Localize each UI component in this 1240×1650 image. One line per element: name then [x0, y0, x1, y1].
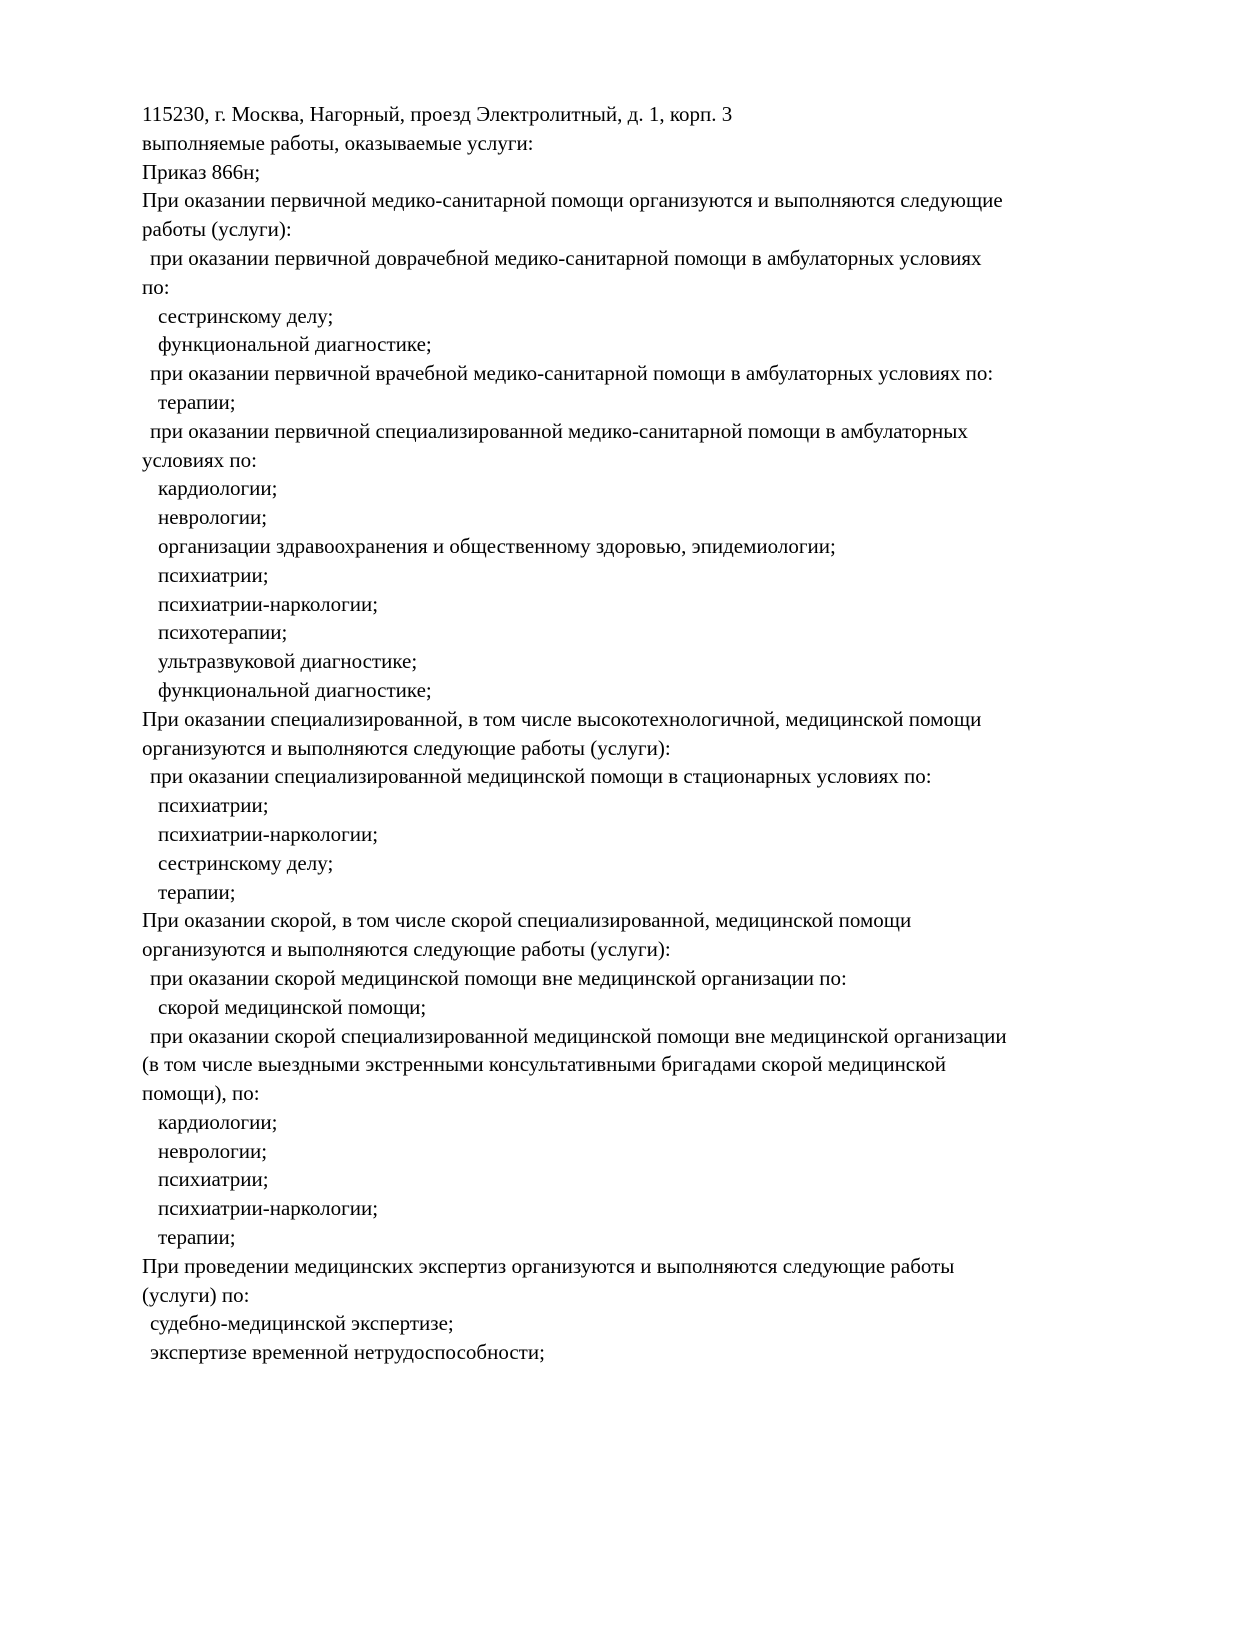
document-line: 115230, г. Москва, Нагорный, проезд Электролитный, д. 1, корп. 3 [142, 102, 733, 126]
document-line: психиатрии-наркологии; [158, 591, 379, 616]
document-line: экспертизе временной нетрудоспособности; [150, 1340, 545, 1365]
document-line: судебно-медицинской экспертизе; [150, 1311, 454, 1336]
document-line: при оказании первичной врачебной медико-санитарной помощи в амбулаторных условиях по: [150, 361, 994, 386]
document-line: организации здравоохранения и общественному здоровью, эпидемиологии; [158, 533, 836, 558]
document-line: ультразвуковой диагностике; [158, 649, 418, 674]
document-line: при оказании скорой медицинской помощи вне медицинской организации по: [150, 965, 847, 990]
document-line: психиатрии; [158, 793, 269, 818]
document-line: психиатрии; [158, 1167, 269, 1192]
document-line: сестринскому делу; [158, 303, 334, 328]
document-line: условиях по: [142, 447, 257, 472]
document-line: психотерапии; [158, 620, 288, 645]
document-line: (услуги) по: [142, 1282, 250, 1307]
document-line: терапии; [158, 389, 236, 414]
document-line: терапии; [158, 879, 236, 904]
document-line: психиатрии-наркологии; [158, 1196, 379, 1221]
document-line: неврологии; [158, 1138, 268, 1163]
document-line: неврологии; [158, 505, 268, 530]
document-line: кардиологии; [158, 476, 278, 501]
document-line: при оказании скорой специализированной медицинской помощи вне медицинской организации [150, 1023, 1007, 1048]
document-line: При оказании первичной медико-санитарной помощи организуются и выполняются следующие [142, 188, 1003, 213]
document-line: Приказ 866н; [142, 159, 261, 184]
document-line: При оказании скорой, в том числе скорой специализированной, медицинской помощи [142, 908, 912, 933]
document-line: При оказании специализированной, в том числе высокотехнологичной, медицинской помощи [142, 706, 982, 731]
document-line: психиатрии; [158, 562, 269, 587]
document-line: помощи), по: [142, 1081, 260, 1106]
license-services-text-block [142, 100, 1227, 1367]
document-line: организуются и выполняются следующие работы (услуги): [142, 735, 671, 760]
document-line: кардиологии; [158, 1109, 278, 1134]
document-line: сестринскому делу; [158, 850, 334, 875]
document-line: при оказании первичной доврачебной медико-санитарной помощи в амбулаторных условиях [150, 245, 982, 270]
document-line: функциональной диагностике; [158, 677, 432, 702]
document-line: работы (услуги): [142, 217, 292, 242]
document-line: по: [142, 274, 170, 299]
document-line: организуются и выполняются следующие работы (услуги): [142, 937, 671, 962]
document-line: (в том числе выездными экстренными консультативными бригадами скорой медицинской [142, 1052, 946, 1077]
document-line: психиатрии-наркологии; [158, 821, 379, 846]
document-line: терапии; [158, 1225, 236, 1250]
document-line: скорой медицинской помощи; [158, 994, 427, 1019]
document-line: выполняемые работы, оказываемые услуги: [142, 130, 534, 155]
document-line: При проведении медицинских экспертиз организуются и выполняются следующие работы [142, 1253, 955, 1278]
document-line: при оказании специализированной медицинской помощи в стационарных условиях по: [150, 764, 932, 789]
document-line: при оказании первичной специализированной медико-санитарной помощи в амбулаторных [150, 418, 968, 443]
document-line: функциональной диагностике; [158, 332, 432, 357]
